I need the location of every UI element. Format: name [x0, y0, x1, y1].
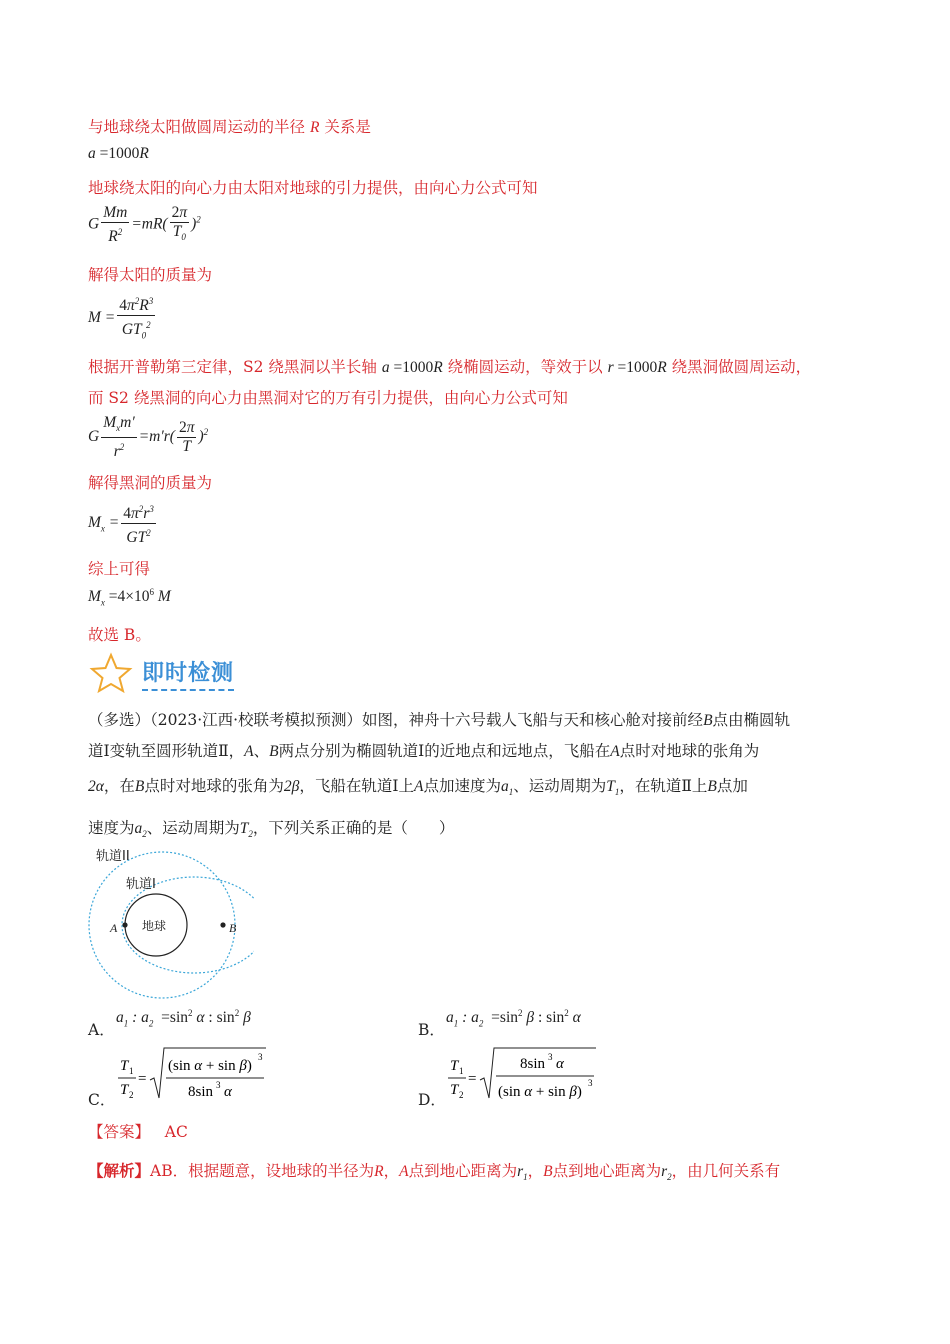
svg-text:3: 3	[548, 1052, 553, 1062]
solution-line-4: 解得太阳的质量为	[88, 266, 213, 284]
equation-sun-mass: M = $\frac{4\pi^2R^3}{GT_0^2}$	[88, 292, 157, 344]
svg-text:3: 3	[258, 1052, 263, 1062]
section-underline	[142, 689, 234, 691]
orbit-diagram	[84, 842, 254, 1002]
svg-text:(sin α + sin β): (sin α + sin β)	[168, 1058, 252, 1074]
point-a-label: A	[110, 921, 118, 935]
solution-line-9: 故选 B。	[88, 626, 151, 644]
solution-line-3: 地球绕太阳的向心力由太阳对地球的引力提供，由向心力公式可知	[88, 179, 538, 197]
question-line-4: 速度为$a_2$、运动周期为$T_2$，下列关系正确的是（ ）	[88, 819, 455, 840]
solution-line-6: 而 S2 绕黑洞的向心力由黑洞对它的万有引力提供，由向心力公式可知	[88, 389, 568, 407]
equation-blackhole-mass: $M_x$ = $\frac{4\pi^2r^3}{GT^2}$	[88, 500, 158, 547]
svg-text:8sin: 8sin	[520, 1056, 546, 1072]
svg-text:1: 1	[459, 1066, 464, 1076]
svg-text:(sin α + sin β): (sin α + sin β)	[498, 1084, 582, 1100]
svg-text:α: α	[556, 1056, 564, 1072]
question-line-3: 2α，在B点时对地球的张角为2β，飞船在轨道Ⅰ上A点加速度为$a_1$、运动周期为$T_1$，在轨道Ⅱ上B点加	[88, 777, 748, 798]
star-icon	[88, 652, 134, 694]
answer-label: 【答案】	[88, 1123, 151, 1141]
svg-text:8sin: 8sin	[188, 1084, 214, 1100]
analysis-line: 【解析】AB．根据题意，设地球的半径为R，A点到地心距离为$r_1$，B点到地心距离为$r_2$，由几何关系有	[88, 1161, 781, 1183]
svg-text:=: =	[468, 1071, 477, 1087]
svg-text:3: 3	[588, 1078, 593, 1088]
solution-line-7: 解得黑洞的质量为	[88, 474, 213, 492]
option-c[interactable]: C． T 1 T 2 = (sin α + sin β) 3 8sin 3 α	[88, 1046, 408, 1110]
svg-text:T: T	[120, 1082, 129, 1098]
answer-value: AC	[164, 1123, 188, 1141]
svg-text:T: T	[120, 1058, 129, 1074]
answer-line	[88, 1120, 188, 1142]
analysis-label: 【解析】	[88, 1161, 151, 1180]
svg-text:α: α	[224, 1084, 232, 1100]
option-d-formula	[444, 1046, 604, 1106]
svg-text:T: T	[450, 1082, 459, 1098]
point-b-dot	[220, 922, 225, 927]
equation-earth-gravity: G $\frac{Mm}{R^2}$ =mR( $\frac{2\pi}{T_0}$ )$^2$	[88, 204, 201, 246]
option-b[interactable]: B． $a_1$ : $a_2 =\sin^2$ β : $\sin^2 \alpha$	[418, 1008, 581, 1039]
equation-a-1000r: a =1000R	[88, 145, 149, 162]
question-line-2: 道Ⅰ变轨至圆形轨道Ⅱ，A、B两点分别为椭圆轨道Ⅰ的近地点和远地点，飞船在A点时对地球的张角为	[88, 742, 760, 760]
svg-text:3: 3	[216, 1080, 221, 1090]
option-a[interactable]: A． $a_1$ : $a_2 =\sin^2$ α : $\sin^2 \beta$	[88, 1008, 251, 1039]
earth-label: 地球	[142, 919, 167, 933]
svg-text:2: 2	[459, 1090, 464, 1100]
question-line-1: （多选）（2023·江西·校联考模拟预测）如图，神舟十六号载人飞船与天和核心舱对接前经B点由椭圆轨	[88, 711, 791, 729]
solution-line-1: 与地球绕太阳做圆周运动的半径 R 关系是	[88, 118, 371, 136]
svg-text:T: T	[450, 1058, 459, 1074]
svg-text:=: =	[138, 1071, 147, 1087]
point-b-label: B	[229, 921, 237, 935]
orbit-1-label: 轨道I	[126, 877, 156, 892]
point-a-dot	[122, 922, 127, 927]
section-title: 即时检测	[142, 661, 235, 686]
solution-line-8: 综上可得	[88, 560, 151, 578]
equation-result: $M_x =4\times 10^6$ M	[88, 587, 171, 608]
orbit-2-label: 轨道II	[96, 849, 130, 864]
svg-text:2: 2	[129, 1090, 134, 1100]
svg-text:1: 1	[129, 1066, 134, 1076]
solution-line-5: 根据开普勒第三定律，S2 绕黑洞以半长轴 a =1000R 绕椭圆运动，等效于以 r =1000R 绕黑洞做圆周运动，	[88, 358, 812, 376]
option-c-formula	[114, 1046, 274, 1106]
question-text	[88, 705, 868, 849]
equation-blackhole-gravity: G $\frac{M_xm'}{r^2}$ =m′r( $\frac{2\pi}{T}$ )$^2$	[88, 414, 209, 461]
option-d[interactable]: D． T 1 T 2 = 8sin 3 α (sin α + sin β) 3	[418, 1046, 738, 1110]
